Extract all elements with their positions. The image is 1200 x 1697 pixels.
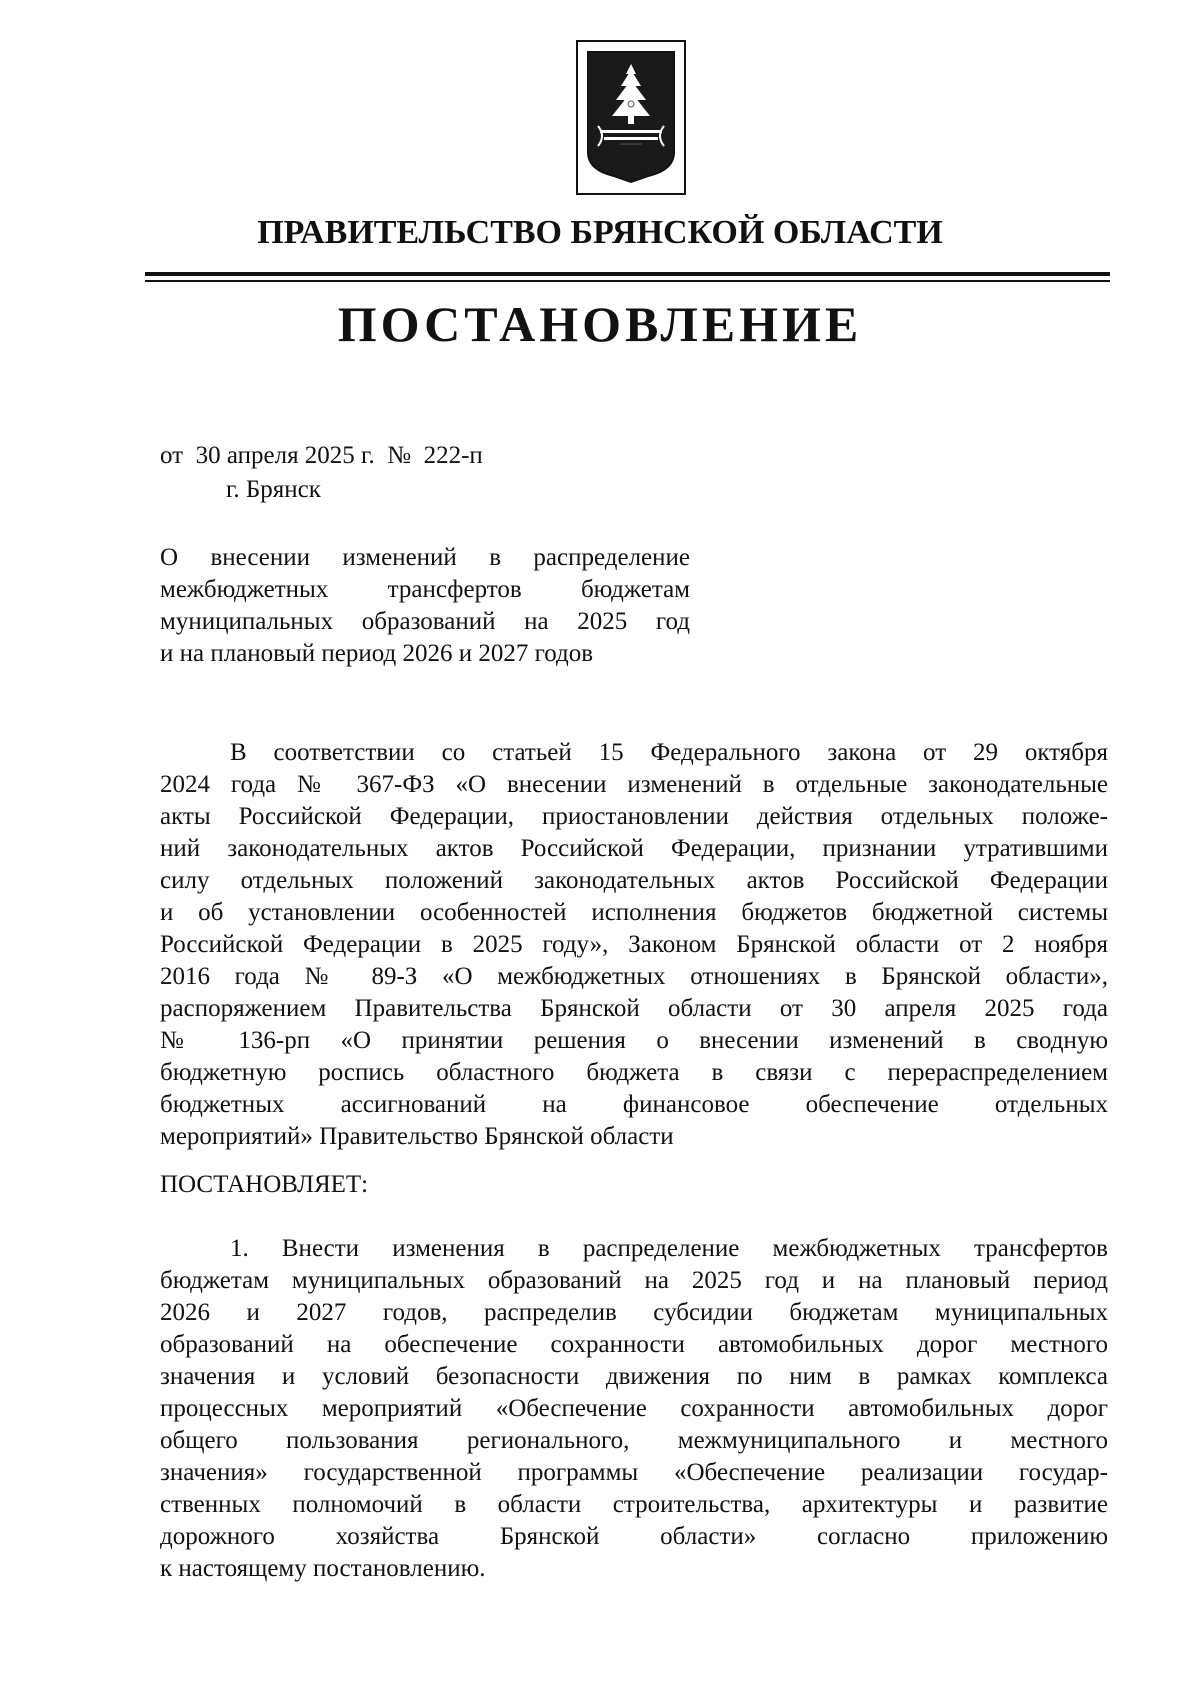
decree-word — [160, 1169, 1108, 1201]
document-date-number: от 30 апреля 2025 г. № 222-п — [160, 442, 483, 469]
paragraph-line: 2024 года № 367-ФЗ «О внесении изменений в отдельные законодательные — [160, 771, 1108, 798]
paragraph-line: значения» государственной программы «Обеспечение реализации государ- — [160, 1459, 1108, 1486]
paragraph-line: и об установлении особенностей исполнения бюджетов бюджетной системы — [160, 899, 1108, 926]
subject-line: О внесении изменений в распределение — [160, 544, 690, 571]
paragraph-line: В соответствии со статьей 15 Федерального закона от 29 октября — [230, 739, 1108, 766]
document-city: г. Брянск — [226, 476, 321, 503]
paragraph-line: 1. Внести изменения в распределение межбюджетных трансфертов — [230, 1235, 1108, 1262]
paragraph-line: 2026 и 2027 годов, распределив субсидии бюджетам муниципальных — [160, 1299, 1108, 1326]
subject-line: и на плановый период 2026 и 2027 годов — [160, 640, 594, 667]
document-type-heading: ПОСТАНОВЛЕНИЕ — [337, 296, 863, 352]
paragraph-line: 2016 года № 89-З «О межбюджетных отношениях в Брянской области», — [160, 963, 1108, 990]
paragraph-line: бюджетную роспись областного бюджета в связи с перераспределением — [160, 1059, 1108, 1086]
paragraph-line: мероприятий» Правительство Брянской области — [160, 1123, 674, 1150]
decree-line: ПОСТАНОВЛЯЕТ: — [160, 1171, 369, 1198]
paragraph-line: силу отдельных положений законодательных актов Российской Федерации — [160, 867, 1108, 894]
paragraph-line: общего пользования регионального, межмуниципального и местного — [160, 1427, 1108, 1454]
clause-1-paragraph — [160, 1233, 1108, 1585]
paragraph-line: распоряжением Правительства Брянской области от 30 апреля 2025 года — [160, 995, 1108, 1022]
paragraph-line: ний законодательных актов Российской Федерации, признании утратившими — [160, 835, 1108, 862]
preamble-paragraph — [160, 737, 1108, 1153]
paragraph-line: бюджетам муниципальных образований на 2025 год и на плановый период — [160, 1267, 1108, 1294]
header-divider-thick — [145, 272, 1110, 276]
paragraph-line: ственных полномочий в области строительства, архитектуры и развитие — [160, 1491, 1108, 1518]
coat-of-arms-emblem — [576, 40, 686, 195]
paragraph-line: образований на обеспечение сохранности автомобильных дорог местного — [160, 1331, 1108, 1358]
paragraph-line: к настоящему постановлению. — [160, 1555, 486, 1582]
organization-title: ПРАВИТЕЛЬСТВО БРЯНСКОЙ ОБЛАСТИ — [257, 214, 943, 251]
paragraph-line: акты Российской Федерации, приостановлении действия отдельных положе- — [160, 803, 1108, 830]
paragraph-line: дорожного хозяйства Брянской области» согласно приложению — [160, 1523, 1108, 1550]
paragraph-line: бюджетных ассигнований на финансовое обеспечение отдельных — [160, 1091, 1108, 1118]
subject-line: межбюджетных трансфертов бюджетам — [160, 576, 690, 603]
header-divider-thin — [145, 280, 1110, 282]
paragraph-line: процессных мероприятий «Обеспечение сохранности автомобильных дорог — [160, 1395, 1108, 1422]
document-subject — [160, 542, 690, 670]
paragraph-line: значения и условий безопасности движения по ним в рамках комплекса — [160, 1363, 1108, 1390]
paragraph-line: № 136-рп «О принятии решения о внесении изменений в сводную — [160, 1027, 1108, 1054]
subject-line: муниципальных образований на 2025 год — [160, 608, 690, 635]
paragraph-line: Российской Федерации в 2025 году», Законом Брянской области от 2 ноября — [160, 931, 1108, 958]
